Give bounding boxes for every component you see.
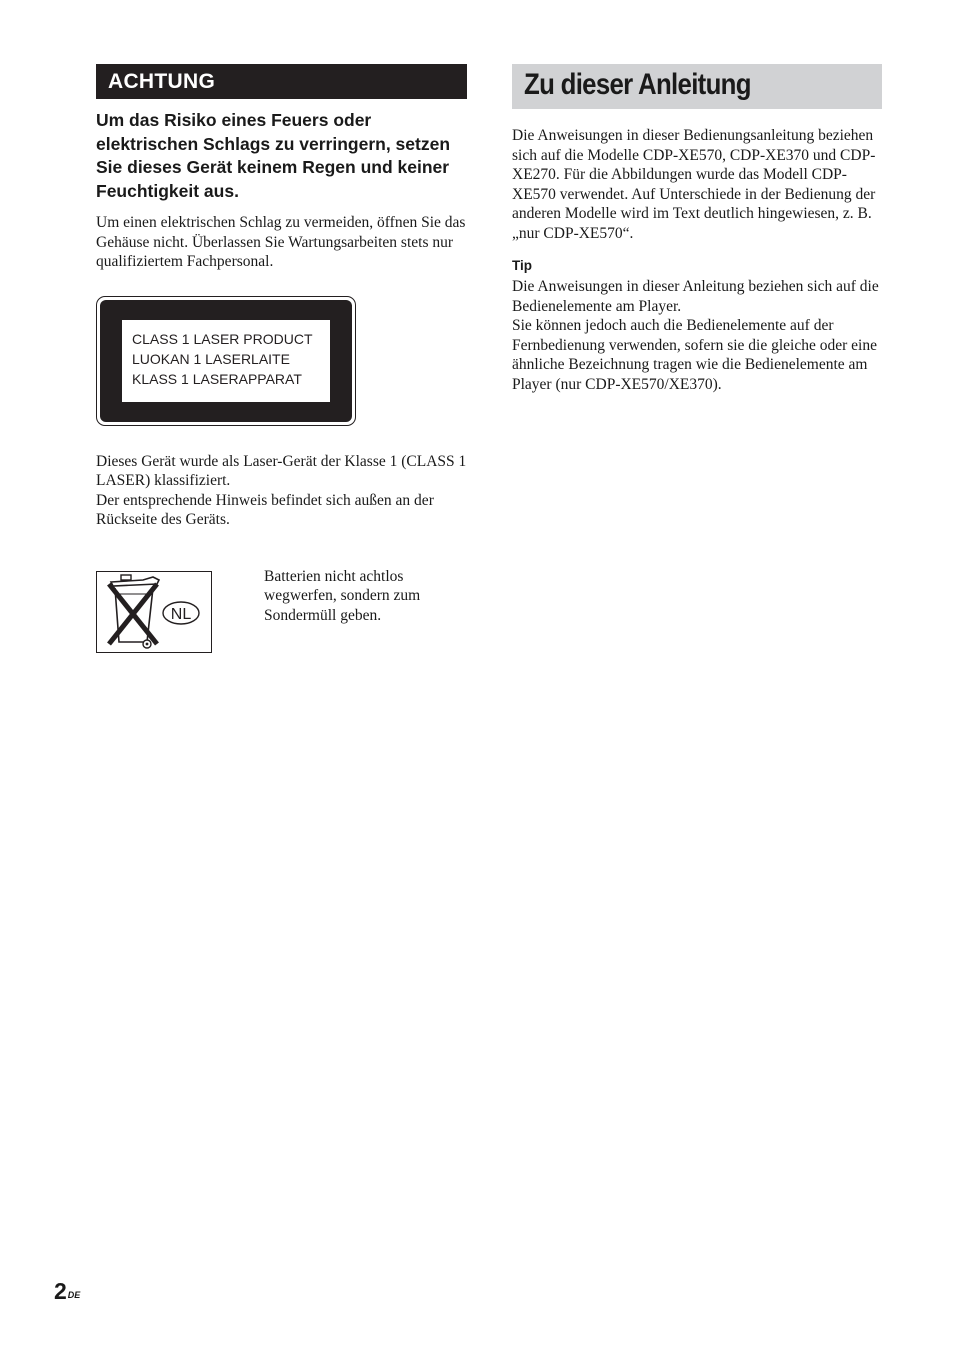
left-column — [96, 64, 467, 632]
laser-label-line-2: LUOKAN 1 LASERLAITE — [132, 350, 290, 367]
battery-disposal-notice — [96, 550, 467, 632]
shock-prevention-paragraph: Um einen elektrischen Schlag zu vermeiden, öffnen Sie das Gehäuse nicht. Überlassen Sie Wartungsarbeiten stets nur qualifiziertem Fachpersonal. — [96, 214, 466, 270]
battery-disposal-text: Batterien nicht achtlos wegwerfen, sondern zum Sondermüll geben. — [264, 567, 421, 624]
page-number — [54, 1276, 80, 1306]
fire-shock-warning: Um das Risiko eines Feuers oder elektrischen Schlags zu verringern, setzen Sie dieses Gerät keinem Regen und keiner Feuchtigkeit aus. — [96, 110, 451, 201]
tip-heading: Tip — [512, 258, 532, 273]
achtung-heading: ACHTUNG — [96, 64, 467, 99]
laser-label-line-3: KLASS 1 LASERAPPARAT — [132, 370, 302, 387]
crossed-out-bin-icon — [96, 571, 212, 653]
label-location-line: Der entsprechende Hinweis befindet sich außen an der Rückseite des Geräts. — [96, 491, 434, 528]
page-language-suffix: DE — [67, 1290, 81, 1300]
laser-classification-line: Dieses Gerät wurde als Laser-Gerät der Klasse 1 (CLASS 1 LASER) klassifiziert. — [96, 452, 467, 489]
page-number-value: 2 — [54, 1278, 67, 1304]
nl-badge: NL — [170, 605, 192, 623]
battery-disposal-symbol — [97, 572, 211, 652]
tip-paragraph — [512, 277, 882, 394]
tip-line-player: Die Anweisungen in dieser Anleitung beziehen sich auf die Bedienelemente am Player. — [512, 278, 879, 315]
laser-classification-paragraph — [96, 452, 467, 530]
section-title-text: Zu dieser Anleitung — [524, 68, 751, 101]
section-title — [512, 64, 882, 109]
laser-label-line-1: CLASS 1 LASER PRODUCT — [132, 330, 313, 347]
right-column — [512, 64, 882, 394]
tip-line-remote: Sie können jedoch auch die Bedienelemente auf der Fernbedienung verwenden, sofern sie die gleiche oder eine ähnliche Bezeichnung tragen wie die Bedienelemente am Player (nur CDP-XE570/XE370). — [512, 317, 877, 393]
laser-class-label — [96, 296, 356, 426]
models-paragraph: Die Anweisungen in dieser Bedienungsanleitung beziehen sich auf die Modelle CDP-XE570, CDP-XE370 und CDP-XE270. Für die Abbildungen wurde das Modell CDP-XE570 verwendet. Auf Unterschiede in der Bedienung der anderen Modelle wird im Text deutlich hingewiesen, z. B. „nur CDP-XE570“. — [512, 127, 876, 242]
